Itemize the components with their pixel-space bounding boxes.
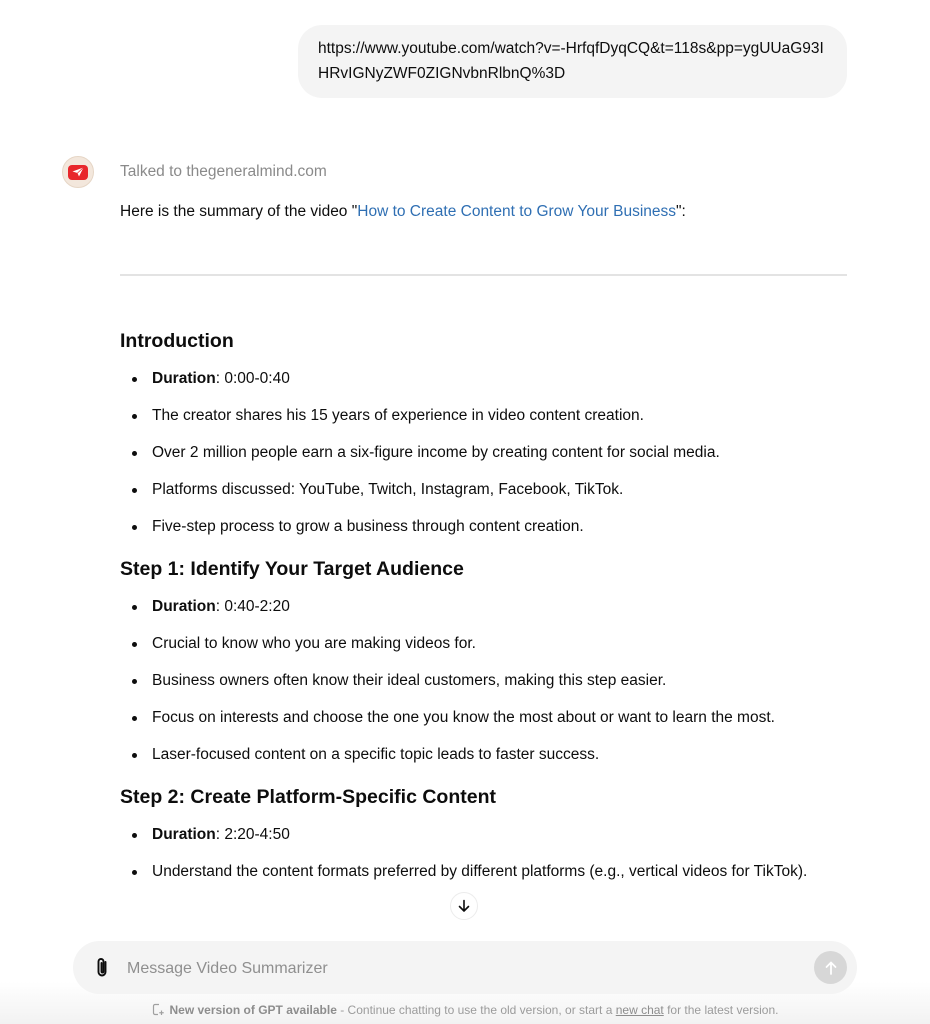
list-item: Focus on interests and choose the one you know the most about or want to learn the most. (120, 704, 847, 732)
bullet-list (120, 593, 847, 769)
video-title-link[interactable]: How to Create Content to Grow Your Business (357, 203, 677, 220)
list-item: Crucial to know who you are making videos for. (120, 630, 847, 658)
user-message-text: https://www.youtube.com/watch?v=-HrfqfDyqCQ&t=118s&pp=ygUUaG93IHRvIGNyZWF0ZIGNvbnRlbnQ%3D (318, 40, 824, 82)
list-item-duration (120, 365, 847, 393)
user-message-bubble (298, 25, 847, 98)
gpt-avatar (62, 156, 94, 188)
new-version-notice (0, 1003, 930, 1019)
bullet-list (120, 821, 847, 886)
intro-prefix: Here is the summary of the video " (120, 203, 358, 220)
scroll-to-bottom-button[interactable] (450, 892, 478, 920)
duration-label: Duration (152, 598, 216, 615)
section-title: Step 2: Create Platform-Specific Content (120, 786, 496, 808)
list-item: Laser-focused content on a specific topic leads to faster success. (120, 741, 847, 769)
list-item: Over 2 million people earn a six-figure income by creating content for social media. (120, 439, 847, 467)
message-input[interactable] (125, 954, 809, 984)
duration-value: : 0:00-0:40 (215, 370, 290, 387)
duration-label: Duration (152, 826, 216, 843)
duration-value: : 0:40-2:20 (215, 598, 290, 615)
horizontal-divider (120, 274, 847, 276)
section-step-2 (120, 783, 847, 886)
message-composer (73, 941, 857, 994)
duration-value: : 2:20-4:50 (215, 826, 290, 843)
intro-suffix: ": (676, 203, 686, 220)
arrow-down-icon (457, 899, 471, 913)
list-item-duration (120, 821, 847, 849)
bullet-list (120, 365, 847, 541)
arrow-up-icon (824, 960, 838, 976)
section-introduction (120, 327, 847, 541)
new-chat-link[interactable]: new chat (615, 1003, 664, 1017)
send-button[interactable] (814, 951, 847, 984)
section-step-1 (120, 555, 847, 769)
section-title: Introduction (120, 330, 234, 352)
paper-plane-logo-icon (68, 165, 88, 180)
list-item: Business owners often know their ideal customers, making this step easier. (120, 667, 847, 695)
list-item: The creator shares his 15 years of experience in video content creation. (120, 402, 847, 430)
notice-text: - Continue chatting to use the old version, or start a (336, 1003, 616, 1017)
list-item: Five-step process to grow a business through content creation. (120, 513, 847, 541)
notice-text-end: for the latest version. (663, 1003, 779, 1017)
tool-call-status[interactable]: Talked to thegeneralmind.com (120, 163, 327, 180)
notice-bold: New version of GPT available (169, 1003, 337, 1017)
list-item: Platforms discussed: YouTube, Twitch, Instagram, Facebook, TikTok. (120, 476, 847, 504)
paperclip-icon (91, 956, 113, 980)
attach-file-button[interactable] (91, 956, 113, 980)
summary-intro (120, 203, 686, 221)
duration-label: Duration (152, 370, 216, 387)
section-title: Step 1: Identify Your Target Audience (120, 558, 464, 580)
list-item-duration (120, 593, 847, 621)
list-item: Understand the content formats preferred by different platforms (e.g., vertical videos for TikTok). (120, 858, 847, 886)
summary-content (120, 327, 847, 900)
new-chat-icon (152, 1003, 165, 1019)
